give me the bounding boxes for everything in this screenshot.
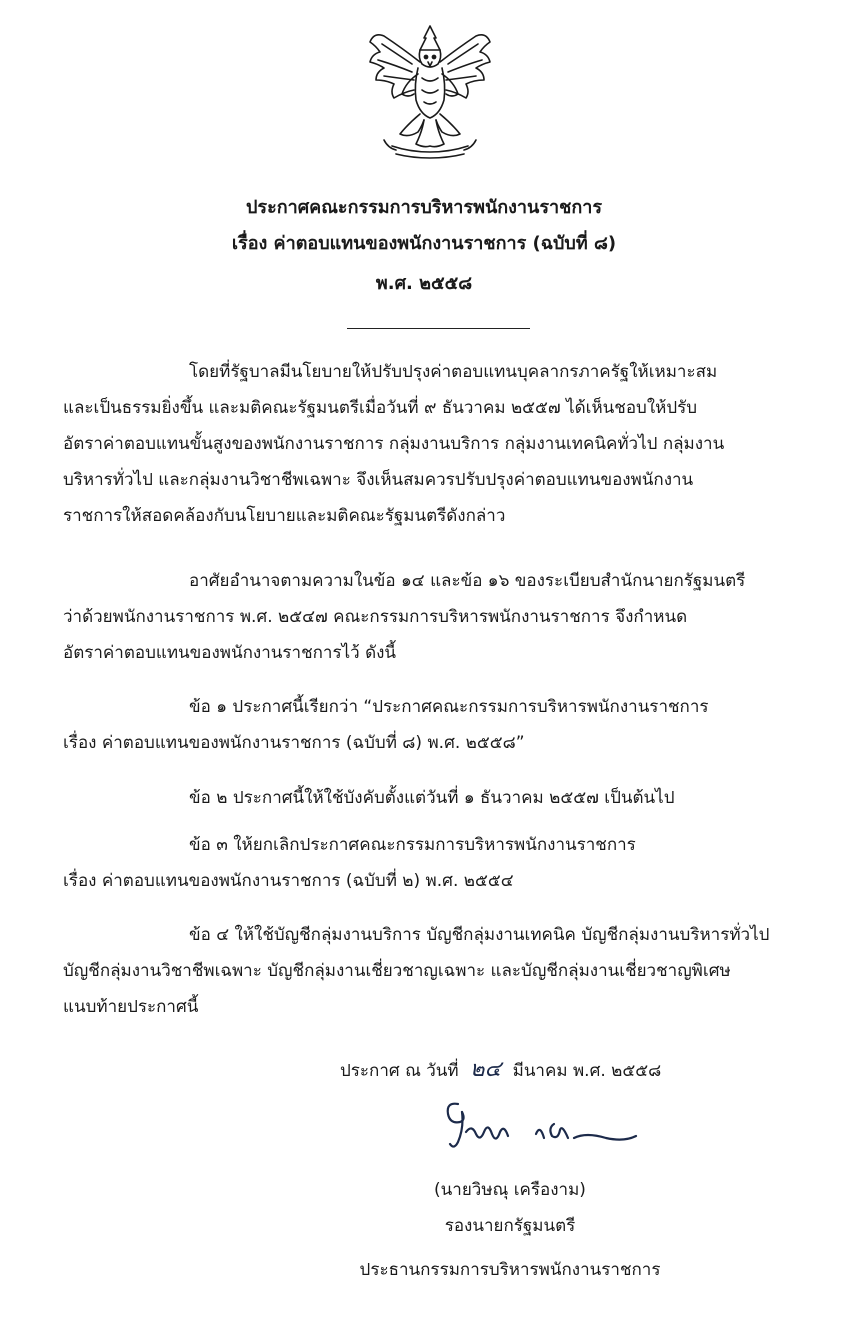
text-line: บัญชีกลุ่มงานวิชาชีพเฉพาะ บัญชีกลุ่มงานเชี่ยวชาญเฉพาะ และบัญชีกลุ่มงานเชี่ยวชาญพิเศษ <box>63 961 731 981</box>
announcement-title: ประกาศคณะกรรมการบริหารพนักงานราชการ <box>245 197 603 218</box>
text-line: เรื่อง ค่าตอบแทนของพนักงานราชการ (ฉบับที่ ๒) พ.ศ. ๒๕๕๔ <box>63 871 514 891</box>
handwritten-day: ๒๔ <box>470 1057 502 1082</box>
text-line: ข้อ ๑ ประกาศนี้เรียกว่า “ประกาศคณะกรรมการบริหารพนักงานราชการ <box>189 697 709 717</box>
clause-2 <box>63 780 803 816</box>
date-month-year: มีนาคม พ.ศ. ๒๕๕๘ <box>512 1061 662 1081</box>
signatory-position: รองนายกรัฐมนตรี <box>444 1216 576 1236</box>
text-line: บริหารทั่วไป และกลุ่มงานวิชาชีพเฉพาะ จึงเห็นสมควรปรับปรุงค่าตอบแทนของพนักงาน <box>63 470 694 490</box>
text-line: ราชการให้สอดคล้องกับนโยบายและมติคณะรัฐมนตรีดังกล่าว <box>63 506 506 526</box>
text-line: และเป็นธรรมยิ่งขึ้น และมติคณะรัฐมนตรีเมื่อวันที่ ๙ ธันวาคม ๒๕๕๗ ได้เห็นชอบให้ปรับ <box>63 398 698 418</box>
signatory-role: ประธานกรรมการบริหารพนักงานราชการ <box>359 1260 661 1280</box>
text-line: อัตราค่าตอบแทนขั้นสูงของพนักงานราชการ กลุ่มงานบริการ กลุ่มงานเทคนิคทั่วไป กลุ่มงาน <box>63 434 725 454</box>
text-line: ข้อ ๓ ให้ยกเลิกประกาศคณะกรรมการบริหารพนักงานราชการ <box>189 835 636 855</box>
text-line: โดยที่รัฐบาลมีนโยบายให้ปรับปรุงค่าตอบแทนบุคลากรภาครัฐให้เหมาะสม <box>189 362 718 382</box>
garuda-emblem-icon <box>362 22 498 162</box>
preamble-paragraph <box>63 354 803 534</box>
clause-4 <box>63 917 803 1025</box>
text-line: ข้อ ๒ ประกาศนี้ให้ใช้บังคับตั้งแต่วันที่ ๑ ธันวาคม ๒๕๕๗ เป็นต้นไป <box>189 788 675 808</box>
text-line: แนบท้ายประกาศนี้ <box>63 997 199 1017</box>
text-line: อาศัยอำนาจตามความในข้อ ๑๔ และข้อ ๑๖ ของระเบียบสำนักนายกรัฐมนตรี <box>189 571 746 591</box>
title-divider <box>347 328 530 329</box>
text-line: ข้อ ๔ ให้ใช้บัญชีกลุ่มงานบริการ บัญชีกลุ่มงานเทคนิค บัญชีกลุ่มงานบริหารทั่วไป <box>189 925 770 945</box>
announcement-date <box>340 1056 661 1085</box>
signatory-name: (นายวิษณุ เครืองาม) <box>434 1180 586 1200</box>
clause-3 <box>63 827 803 899</box>
announcement-subject: เรื่อง ค่าตอบแทนของพนักงานราชการ (ฉบับที่ ๘) <box>231 233 617 254</box>
authority-paragraph <box>63 563 803 671</box>
text-line: อัตราค่าตอบแทนของพนักงานราชการไว้ ดังนี้ <box>63 643 397 663</box>
text-line: ว่าด้วยพนักงานราชการ พ.ศ. ๒๕๔๗ คณะกรรมการบริหารพนักงานราชการ จึงกำหนด <box>63 607 688 627</box>
text-line: เรื่อง ค่าตอบแทนของพนักงานราชการ (ฉบับที่ ๘) พ.ศ. ๒๕๕๘” <box>63 733 525 753</box>
clause-1 <box>63 689 803 761</box>
date-prefix: ประกาศ ณ วันที่ <box>340 1061 459 1081</box>
announcement-year: พ.ศ. ๒๕๕๘ <box>375 273 473 294</box>
signature-icon <box>436 1094 646 1156</box>
